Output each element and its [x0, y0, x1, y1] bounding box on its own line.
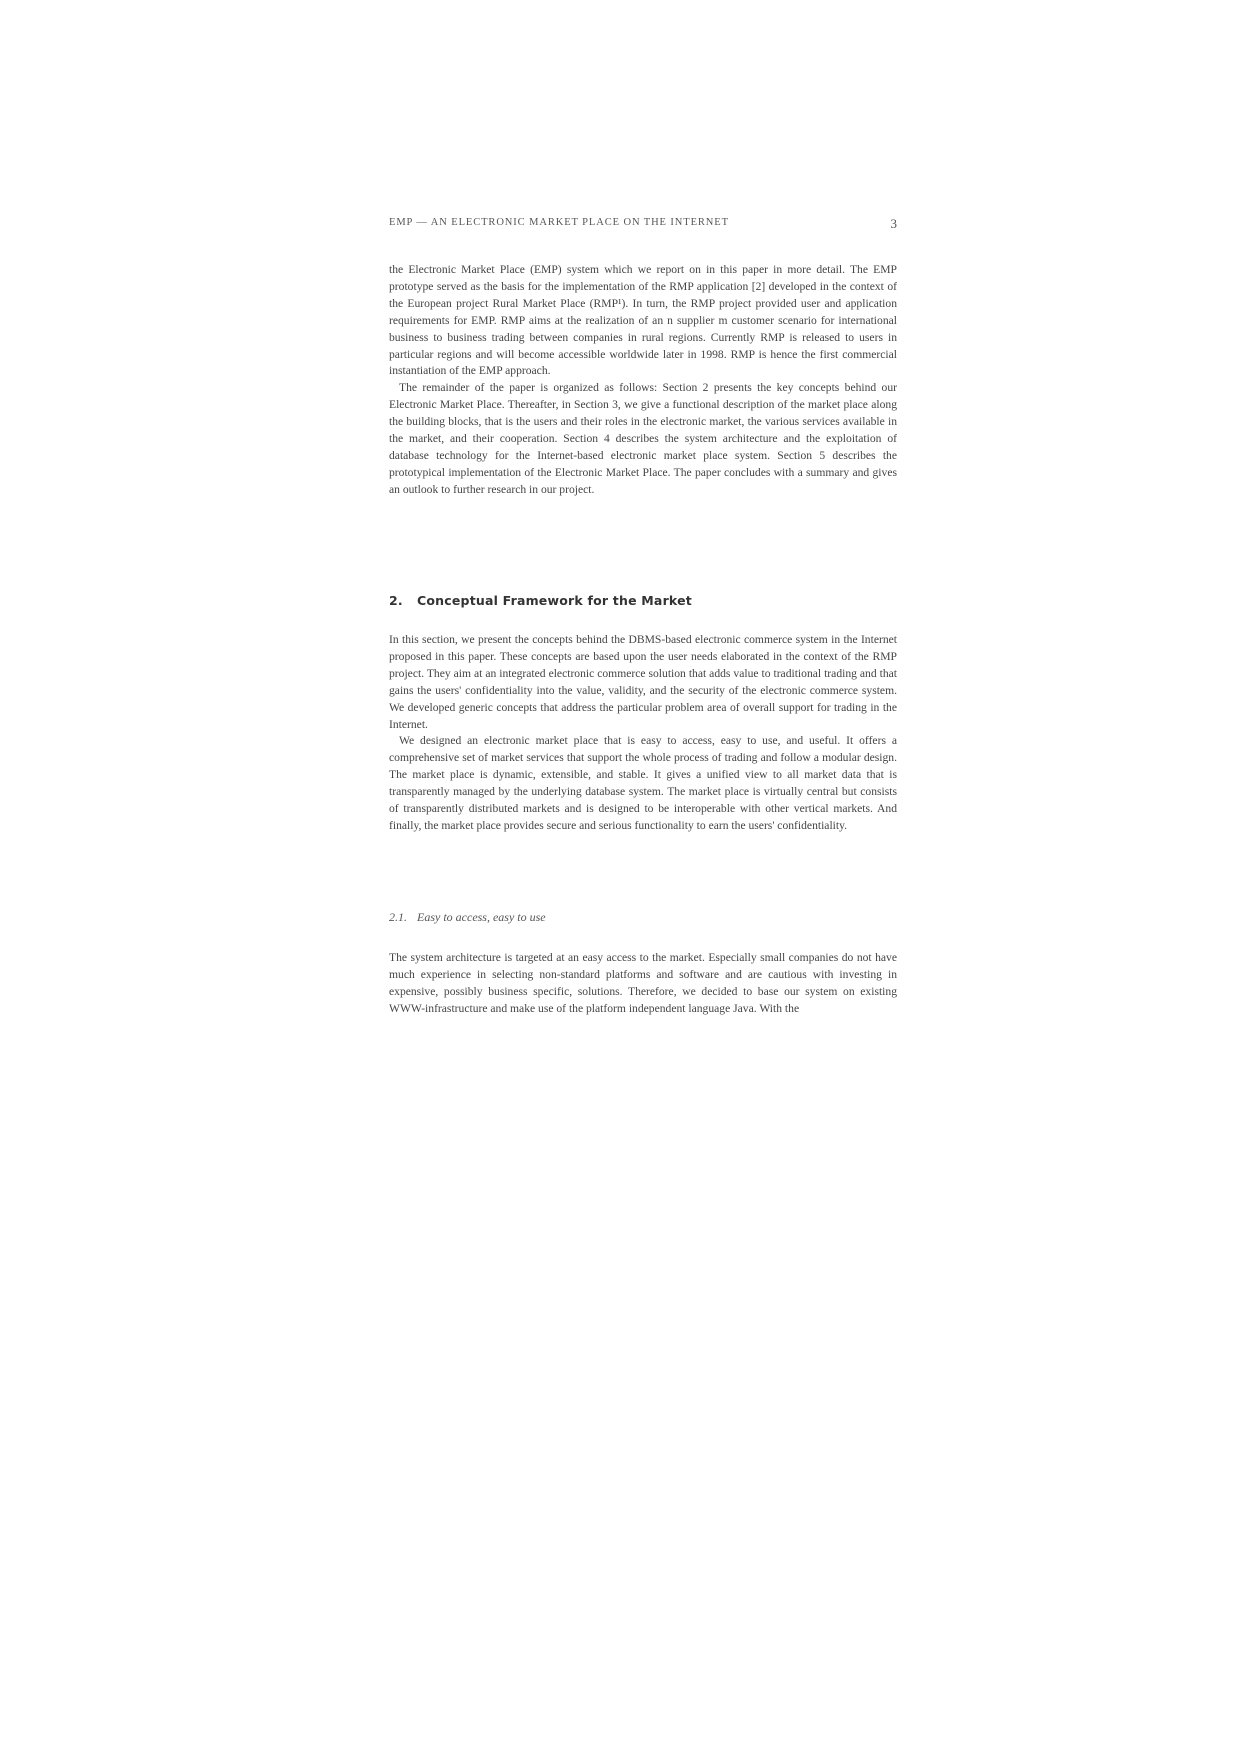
section-2-title: Conceptual Framework for the Market	[417, 593, 692, 608]
intro-block	[389, 262, 897, 499]
running-title: EMP — AN ELECTRONIC MARKET PLACE ON THE INTERNET	[389, 217, 729, 228]
section-2-paragraph-2: We designed an electronic market place that is easy to access, easy to use, and useful. It offers a comprehensive set of market services that support the whole process of trading and follow a modular design. The market place is dynamic, extensible, and stable. It gives a unified view to all market data that is transparently managed by the underlying database system. The market place is virtually central but consists of transparently distributed markets and is designed to be interoperable with other vertical markets. And finally, the market place provides secure and serious functionality to earn the users' confidentiality.	[389, 734, 897, 832]
section-2-number: 2.	[389, 593, 403, 608]
subsection-2-1-paragraph-1: The system architecture is targeted at an easy access to the market. Especially small companies do not have much experience in selecting non-standard platforms and software and are cautious with investing in expensive, possibly business specific, solutions. Therefore, we decided to base our system on existing WWW-infrastructure and make use of the platform independent language Java. With the	[389, 951, 897, 1015]
intro-paragraph-1: the Electronic Market Place (EMP) system which we report on in this paper in more detail. The EMP prototype served as the basis for the implementation of the RMP application [2] developed in the context of the European project Rural Market Place (RMP¹). In turn, the RMP project provided user and application requirements for EMP. RMP aims at the realization of an n supplier m customer scenario for international business to business trading between companies in rural regions. Currently RMP is released to users in particular regions and will become accessible worldwide later in 1998. RMP is hence the first commercial instantiation of the EMP approach.	[389, 263, 897, 378]
section-2-paragraph-1: In this section, we present the concepts behind the DBMS-based electronic commerce system in the Internet proposed in this paper. These concepts are based upon the user needs elaborated in the context of the RMP project. They aim at an integrated electronic commerce solution that adds value to traditional trading and that gains the users' confidentiality into the value, validity, and the security of the electronic commerce system. We developed generic concepts that address the particular problem area of overall support for trading in the Internet.	[389, 633, 897, 731]
section-2-heading	[389, 593, 692, 608]
subsection-2-1-body	[389, 950, 897, 1018]
intro-paragraph-2: The remainder of the paper is organized as follows: Section 2 presents the key concepts behind our Electronic Market Place. Thereafter, in Section 3, we give a functional description of the market place along the building blocks, that is the users and their roles in the electronic market, the various services available in the market, and their cooperation. Section 4 describes the system architecture and the exploitation of database technology for the Internet-based electronic market place system. Section 5 describes the prototypical implementation of the Electronic Market Place. The paper concludes with a summary and gives an outlook to further research in our project.	[389, 381, 897, 496]
page-number: 3	[890, 216, 897, 231]
running-header	[389, 216, 897, 231]
section-2-body	[389, 632, 897, 835]
subsection-2-1-heading	[389, 910, 546, 925]
subsection-2-1-title: Easy to access, easy to use	[417, 910, 546, 924]
subsection-2-1-number: 2.1.	[389, 910, 407, 924]
